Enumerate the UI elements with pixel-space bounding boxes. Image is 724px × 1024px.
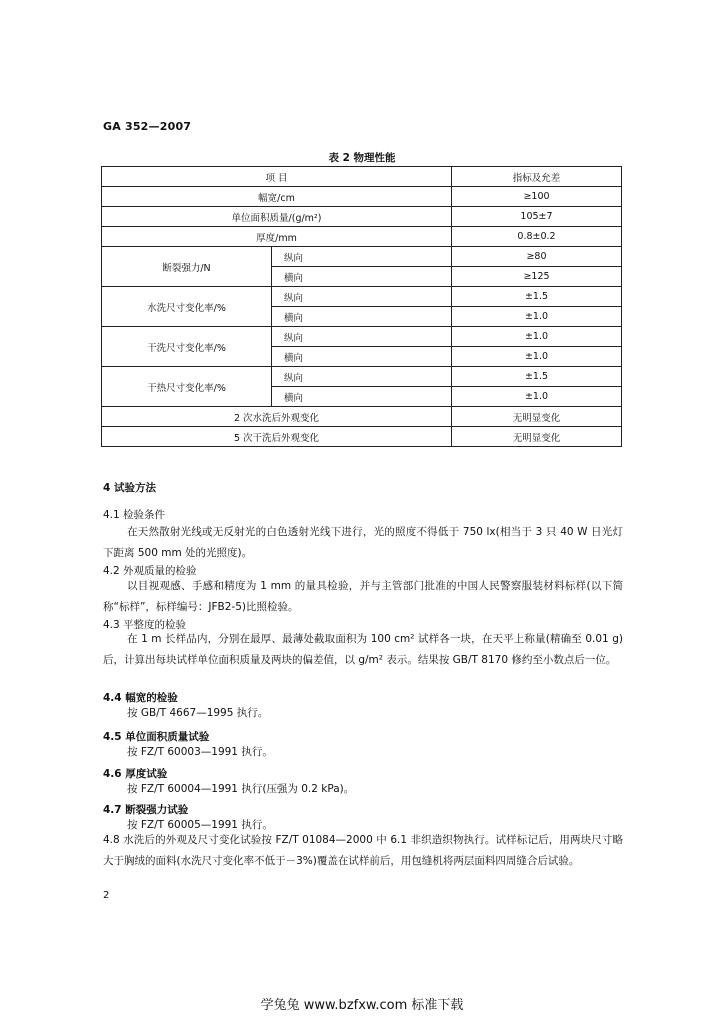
direction-label: 横向 [272,307,452,327]
section-heading-4-2: 4.2 外观质量的检验 [103,565,197,577]
table-caption: 表 2 物理性能 [328,152,396,164]
direction-label: 横向 [272,267,452,287]
table-row [102,207,622,227]
direction-label: 纵向 [272,367,452,387]
table-row [102,367,622,387]
section-heading-4-4: 4.4 幅宽的检验 [103,692,178,704]
direction-label: 横向 [272,387,452,407]
footer-watermark: 学兔兔 www.bzfxw.com 标准下载 [260,998,464,1013]
paragraph-4-7: 按 FZ/T 60005—1991 执行。 [127,819,273,831]
table-row [102,427,622,447]
row-value: 无明显变化 [452,427,622,447]
row-value: ±1.0 [452,387,622,407]
header-spec: 指标及允差 [452,167,622,187]
section-heading-4-5: 4.5 单位面积质量试验 [103,731,210,743]
table-row [102,247,622,267]
row-value: ±1.5 [452,287,622,307]
table-row [102,287,622,307]
row-label: 5 次干洗后外观变化 [102,427,452,447]
row-value: ±1.0 [452,347,622,367]
row-value: 105±7 [452,207,622,227]
standard-code: GA 352—2007 [103,120,192,133]
paragraph-4-1: 在天然散射光线或无反射光的白色透射光线下进行，光的照度不得低于 750 lx(相当于 3 只 40 W 日光灯下距离 500 mm 处的光照度)。 [103,526,623,559]
paragraph-4-3: 在 1 m 长样品内，分别在最厚、最薄处截取面积为 100 cm² 试样各一块，在天平上称量(精确至 0.01 g)后，计算出每块试样单位面积质量及两块的偏差值，以 g/m² 表示。结果按 GB/T 8170 修约至小数点后一位。 [103,633,623,666]
section-heading-4-6: 4.6 厚度试验 [103,768,168,780]
paragraph-4-5: 按 FZ/T 60003—1991 执行。 [127,746,273,758]
table-row [102,187,622,207]
paragraph-4-8: 4.8 水洗后的外观及尺寸变化试验按 FZ/T 01084—2000 中 6.1 非织造织物执行。试样标记后，用两块尺寸略大于胸绒的面料(水洗尺寸变化率不低于－3%)覆盖在试样前后，用包缝机将两层面料四周缝合后试验。 [103,834,623,867]
table-row [102,407,622,427]
row-label: 幅宽/cm [102,187,452,207]
row-value: 0.8±0.2 [452,227,622,247]
section-heading-4: 4 试验方法 [103,482,156,494]
table-row [102,327,622,347]
row-label: 断裂强力/N [102,247,272,287]
row-value: ≥100 [452,187,622,207]
table-header-row [102,167,622,187]
direction-label: 纵向 [272,247,452,267]
paragraph-4-6: 按 FZ/T 60004—1991 执行(压强为 0.2 kPa)。 [127,783,355,795]
row-value: ±1.5 [452,367,622,387]
row-label: 干洗尺寸变化率/% [102,327,272,367]
page-number: 2 [103,890,110,901]
header-item: 项 目 [102,167,452,187]
row-value: ±1.0 [452,327,622,347]
direction-label: 横向 [272,347,452,367]
direction-label: 纵向 [272,287,452,307]
row-value: 无明显变化 [452,407,622,427]
row-label: 单位面积质量/(g/m²) [102,207,452,227]
direction-label: 纵向 [272,327,452,347]
section-heading-4-7: 4.7 断裂强力试验 [103,804,189,816]
physical-properties-table [101,166,622,447]
table-row [102,227,622,247]
section-heading-4-3: 4.3 平整度的检验 [103,619,187,631]
section-heading-4-1: 4.1 检验条件 [103,509,166,521]
paragraph-4-2: 以目视观感、手感和精度为 1 mm 的量具检验，并与主管部门批准的中国人民警察服装材料标样(以下简称“标样”，标样编号：JFB2-5)比照检验。 [103,580,623,613]
row-value: ≥80 [452,247,622,267]
row-value: ±1.0 [452,307,622,327]
paragraph-4-4: 按 GB/T 4667—1995 执行。 [127,707,269,719]
row-label: 厚度/mm [102,227,452,247]
row-label: 2 次水洗后外观变化 [102,407,452,427]
row-value: ≥125 [452,267,622,287]
row-label: 水洗尺寸变化率/% [102,287,272,327]
row-label: 干热尺寸变化率/% [102,367,272,407]
